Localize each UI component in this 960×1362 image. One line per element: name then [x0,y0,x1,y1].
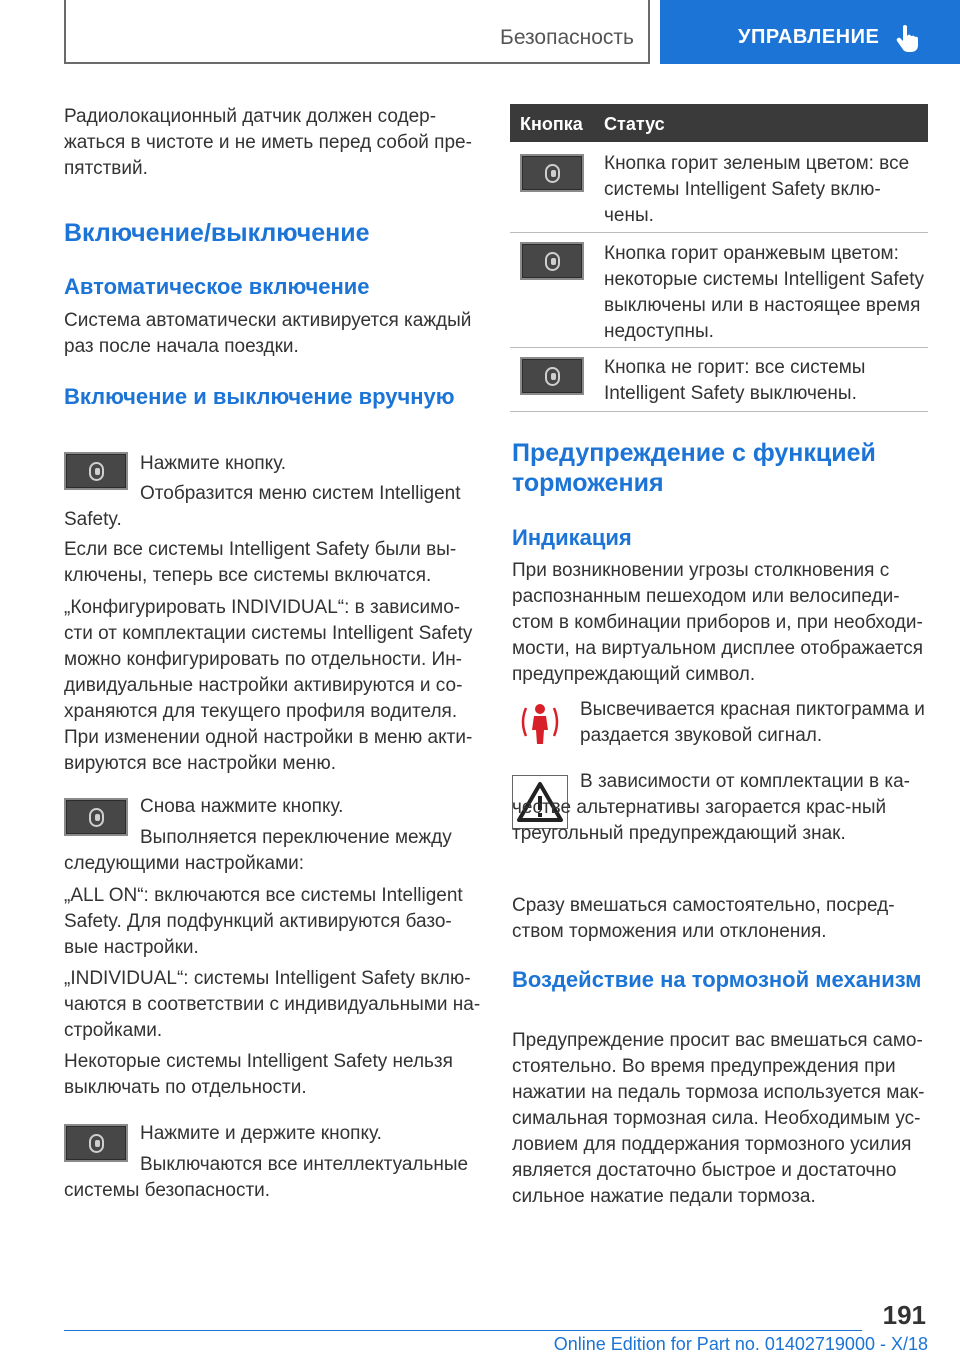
section-title: Безопасность [500,26,634,49]
table-row-status-off: Кнопка не горит: все системы Intelligent Safety выключены. [604,357,866,404]
red-icon-text: Высвечивается красная пиктограмма и раздается звуковой сигнал. [580,699,925,746]
heading-brake-warning: Предупреждение с функцией торможения [512,439,876,497]
status-table-header [510,104,928,142]
press-again-text: Снова нажмите кнопку. [140,796,344,817]
chapter-title: УПРАВЛЕНИЕ [738,26,880,48]
header-chapter-tab[interactable] [660,0,960,64]
table-row-button-green [520,154,584,192]
intervene-text: Сразу вмешаться самостоятельно, посред-ством торможения или отклонения. [512,895,895,942]
triangle-text: В зависимости от комплектации в ка-честве альтернативы загорается крас-ный треугольный предупреждающий знак. [512,771,910,844]
heading-indication: Индикация [512,525,632,550]
menu-shown-text: Отобразится меню систем Intelligent Safety. [64,483,461,530]
page-number: 191 [882,1300,926,1330]
pedestrian-warning-icon [512,700,568,746]
footer-rule [64,1330,862,1331]
individual-text: „INDIVIDUAL“: системы Intelligent Safety вклю-чаются в соответствии с индивидуальными на-стройками. [64,968,481,1041]
all-off-text: Выключаются все интеллектуальные системы безопасности. [64,1154,469,1201]
table-row-divider [510,232,928,233]
footer-edition: Online Edition for Part no. 01402719000 - X/18 [553,1334,928,1354]
press-button-text: Нажмите кнопку. [140,453,287,474]
heading-brake-action: Воздействие на тормозной механизм [512,967,922,992]
header-section-box [64,0,650,64]
toggle-text: Выполняется переключение между следующими настройками: [64,827,452,874]
brake-action-text: Предупреждение просит вас вмешаться само-стоятельно. Во время предупреждения при нажатии на педаль тормоза используется мак-симальная тормозная сила. Необходимым ус-ловием для поддержания тормозного усилия является достаточно быстрое и достаточно сильное нажатие педали тормоза. [512,1030,925,1207]
if-off-text: Если все системы Intelligent Safety были вы-ключены, теперь все системы включатся. [64,539,457,586]
table-row-button-orange [520,242,584,280]
configure-individual-text: „Конфигурировать INDIVIDUAL“: в зависимо-сти от комплектации системы Intelligent Safety можно конфигурировать по отдельности. Ин-дивидуальные настройки активируются и со-храняются для текущего профиля водителя. При изменении одной настройки в меню акти-вируются все настройки меню. [64,597,473,774]
some-systems-text: Некоторые системы Intelligent Safety нельзя выключать по отдельности. [64,1051,453,1098]
intro-paragraph: Радиолокационный датчик должен содер-жаться в чистоте и не иметь перед собой пре-пятствий. [64,106,472,179]
table-bottom-divider [510,411,928,412]
table-row-status-green: Кнопка горит зеленым цветом: все системы Intelligent Safety вклю-чены. [604,153,910,226]
heading-on-off: Включение/выключение [64,219,370,247]
all-on-text: „ALL ON“: включаются все системы Intelligent Safety. Для подфункций активируются базо-вые настройки. [64,885,463,958]
hand-pointer-icon [896,24,922,52]
heading-manual: Включение и выключение вручную [64,384,455,409]
heading-auto-on: Автоматическое включение [64,274,370,299]
table-row-divider [510,347,928,348]
indication-text: При возникновении угрозы столкновения с распознанным пешеходом или велосипеди-стом в комбинации приборов и, при необходи-мости, на виртуальном дисплее отображается предупреждающий символ. [512,560,924,685]
col-header-status: Статус [604,114,665,134]
auto-on-text: Система автоматически активируется каждый раз после начала поездки. [64,310,472,357]
table-row-status-orange: Кнопка горит оранжевым цветом: некоторые системы Intelligent Safety выключены или в настоящее время недоступны. [604,243,925,342]
press-hold-text: Нажмите и держите кнопку. [140,1123,382,1144]
table-row-button-off [520,357,584,395]
col-header-button: Кнопка [520,114,583,134]
